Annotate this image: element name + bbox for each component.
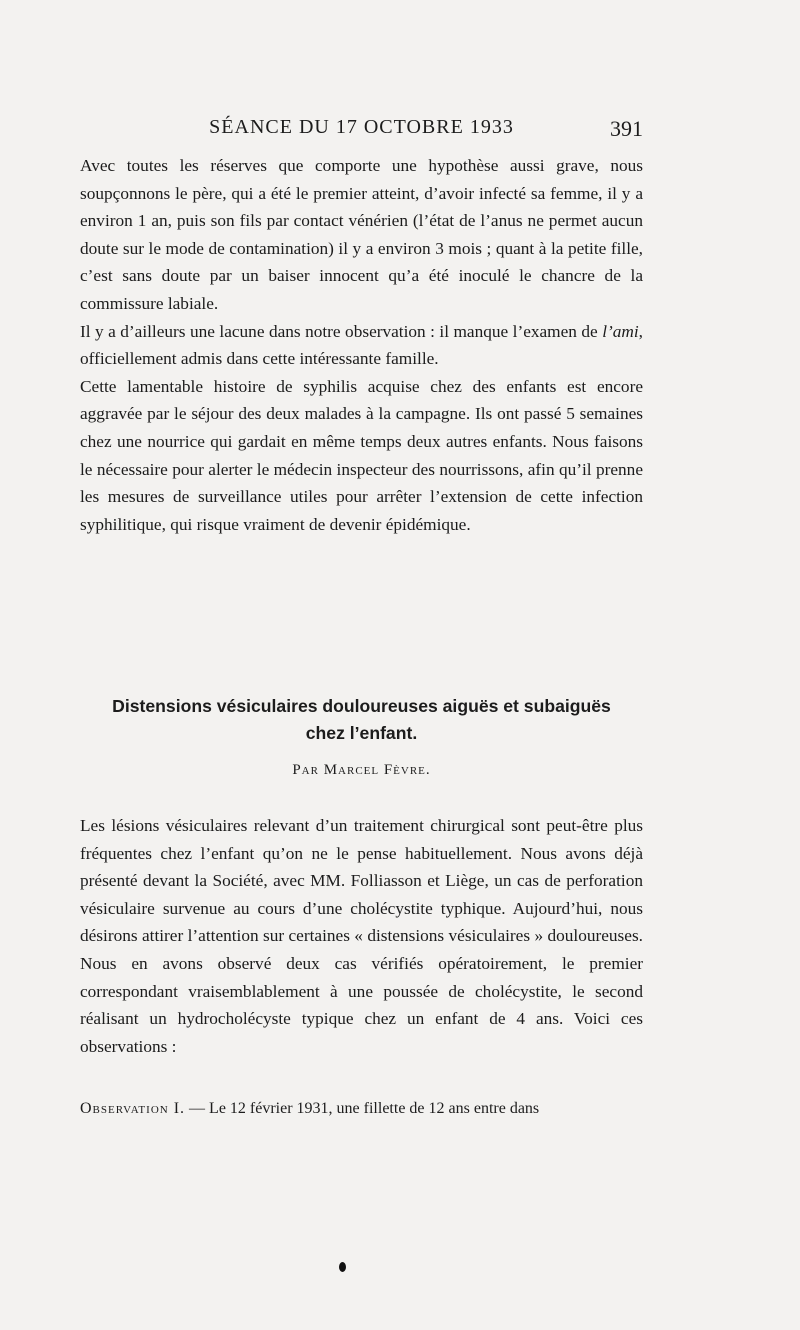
lacune-text-after: , officiellement admis dans cette intéressante famille. (80, 321, 643, 369)
observation-text: — Le 12 février 1931, une fillette de 12 ans entre dans (185, 1100, 540, 1117)
observation-label: Observation I. (80, 1100, 186, 1117)
ink-dot (339, 1262, 346, 1272)
paragraph-lacune (80, 318, 643, 373)
paragraph-introduction: Les lésions vésiculaires relevant d’un traitement chirurgical sont peut-être plus fréquentes chez l’enfant qu’on ne le pense habituellement. Nous avons déjà présenté devant la Société, avec MM. Folliasson et Liège, un cas de perforation vésiculaire survenue au cours d’une cholécystite typhique. Aujourd’hui, nous désirons attirer l’attention sur certaines « distensions vésiculaires » douloureuses. Nous en avons observé deux cas vérifiés opératoirement, le premier correspondant vraisemblablement à une poussée de cholécystite, le second réalisant un hydrocholécyste typique chez un enfant de 4 ans. Voici ces observations : (80, 816, 643, 1056)
lacune-text-before: Il y a d’ailleurs une lacune dans notre observation : il manque l’examen de (80, 321, 603, 341)
article-byline: Par Marcel Fèvre. (292, 762, 431, 778)
article-title-line-2: chez l’enfant. (305, 723, 418, 743)
lacune-emphasis: l’ami (602, 321, 639, 341)
article-body (80, 812, 643, 1060)
paragraph-hypothesis: Avec toutes les réserves que comporte une hypothèse aussi grave, nous soupçonnons le père, qui a été le premier atteint, d’avoir infecté sa femme, il y a environ 1 an, puis son fils par contact vénérien (l’état de l’anus ne permet aucun doute sur le mode de contamination) il y a environ 3 mois ; quant à la petite fille, c’est sans doute par un baiser innocent qu’a été inoculé le chancre de la commissure labiale. (80, 156, 643, 313)
paragraph-campagne: Cette lamentable histoire de syphilis acquise chez des enfants est encore aggravée par le séjour des deux malades à la campagne. Ils ont passé 5 semaines chez une nourrice qui gardait en même temps deux autres enfants. Nous faisons le nécessaire pour alerter le médecin inspecteur des nourrissons, afin qu’il prenne les mesures de surveillance utiles pour arrêter l’extension de cette infection syphilitique, qui risque vraiment de devenir épidémique. (80, 376, 643, 534)
observation-paragraph (80, 1097, 643, 1121)
running-title: SÉANCE DU 17 OCTOBRE 1933 (209, 116, 514, 138)
article-title-line-1: Distensions vésiculaires douloureuses aiguës et subaiguës (112, 696, 611, 716)
page-header (80, 116, 643, 146)
article-title (80, 693, 643, 747)
page-number: 391 (610, 116, 643, 141)
case-discussion (80, 152, 643, 538)
